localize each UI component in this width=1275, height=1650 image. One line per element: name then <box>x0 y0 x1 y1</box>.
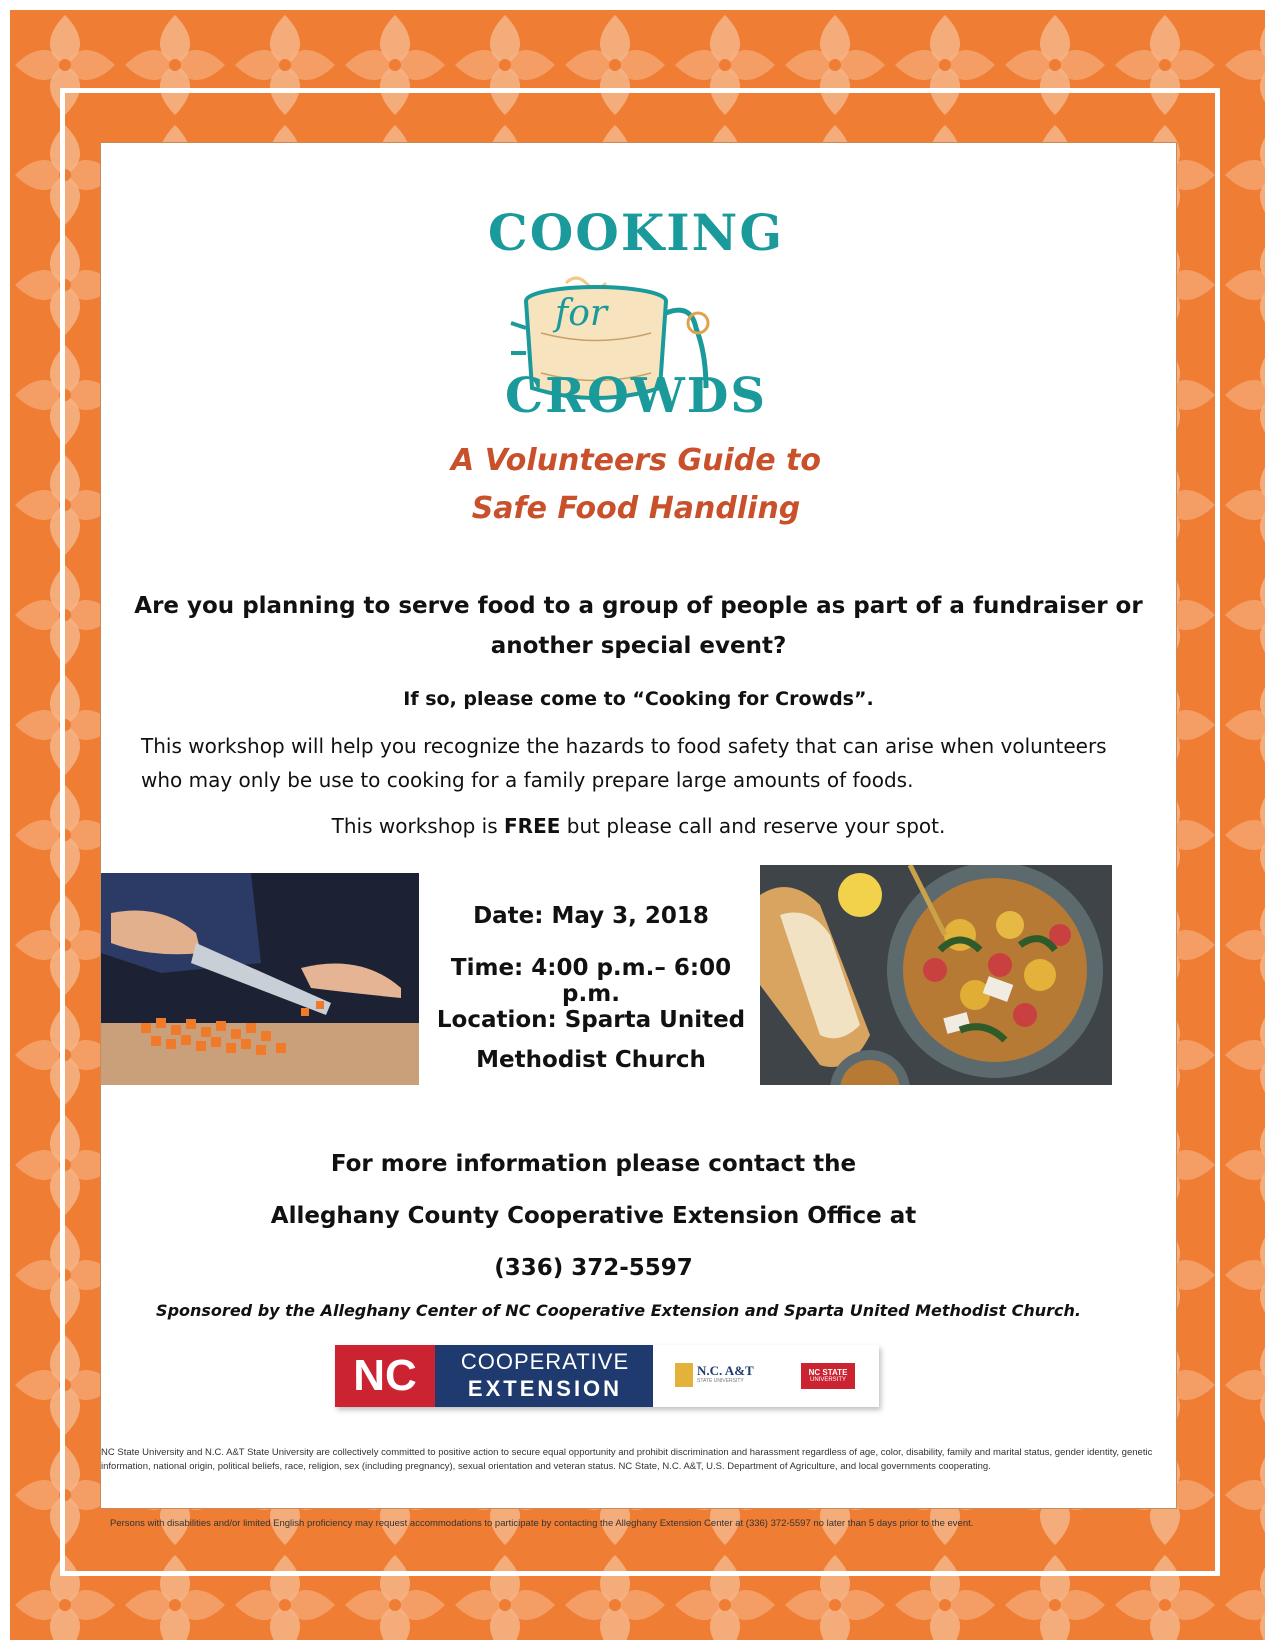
description-line2: who may only be use to cooking for a family prepare large amounts of foods. <box>141 768 914 792</box>
sponsor-text: Sponsored by the Alleghany Center of NC Cooperative Extension and Sparta United Methodist Church. <box>156 1301 1081 1320</box>
logo-for: for <box>554 293 608 334</box>
ncat-emblem-icon <box>675 1363 693 1387</box>
event-location-line2: Methodist Church <box>476 1047 706 1073</box>
coop-line1: COOPERATIVE <box>460 1349 630 1374</box>
free-note-after: but please call and reserve your spot. <box>560 814 946 838</box>
free-note <box>101 814 1176 838</box>
subtitle-line1: A Volunteers Guide to <box>451 443 821 478</box>
contact-line1: For more information please contact the <box>330 1151 857 1177</box>
accommodation-text: Persons with disabilities and/or limited English proficiency may request accommodations to participate by contacting the Alleghany Extension Center at (336) 372-5597 no later than 5 days prior to the event. <box>110 1518 974 1529</box>
coop-line2: EXTENSION <box>467 1376 623 1401</box>
ncstate-line1: NC STATE <box>808 1368 848 1377</box>
contact-phone: (336) 372-5597 <box>494 1255 693 1281</box>
invite-text: If so, please come to “Cooking for Crowds”. <box>403 688 874 710</box>
ncat-sub: STATE UNIVERSITY <box>697 1378 744 1384</box>
free-note-before: This workshop is <box>331 814 504 838</box>
photo-stew-bowl <box>760 865 1112 1085</box>
ncat-logo: N.C. A&T <box>697 1363 754 1378</box>
cooperative-extension-logo <box>435 1345 653 1407</box>
event-date: Date: May 3, 2018 <box>473 903 709 929</box>
nc-logo: NC <box>335 1345 435 1407</box>
logo-crowds: CROWDS <box>504 368 768 424</box>
photo-chopping-carrots <box>101 873 419 1085</box>
partner-logos <box>335 1345 879 1407</box>
disclaimer-text: NC State University and N.C. A&T State University are collectively committed to positive action to secure equal opportunity and prohibit discrimination and harassment regardless of age, color, disability, family and marital status, gender identity, genetic information, national origin, political beliefs, race, religion, sex (including pregnancy), sexual orientation and veteran status. NC State, N.C. A&T, U.S. Department of Agriculture, and local governments cooperating. <box>101 1447 1153 1472</box>
ncstate-line2: UNIVERSITY <box>809 1377 846 1383</box>
ncstate-logo <box>801 1363 855 1389</box>
subtitle-line2: Safe Food Handling <box>471 491 801 526</box>
event-time: Time: 4:00 p.m.– 6:00 p.m. <box>450 955 732 1007</box>
free-note-bold: FREE <box>504 814 561 838</box>
question-line1: Are you planning to serve food to a group of people as part of a fundraiser or <box>134 593 1143 619</box>
flyer-content <box>101 143 1176 1508</box>
contact-line2: Alleghany County Cooperative Extension Office at <box>270 1203 917 1229</box>
logo-cooking: COOKING <box>487 203 785 262</box>
description-line1: This workshop will help you recognize the hazards to food safety that can arise when volunteers <box>141 734 1107 758</box>
event-location-line1: Location: Sparta United <box>436 1007 746 1033</box>
question-line2: another special event? <box>490 633 787 659</box>
